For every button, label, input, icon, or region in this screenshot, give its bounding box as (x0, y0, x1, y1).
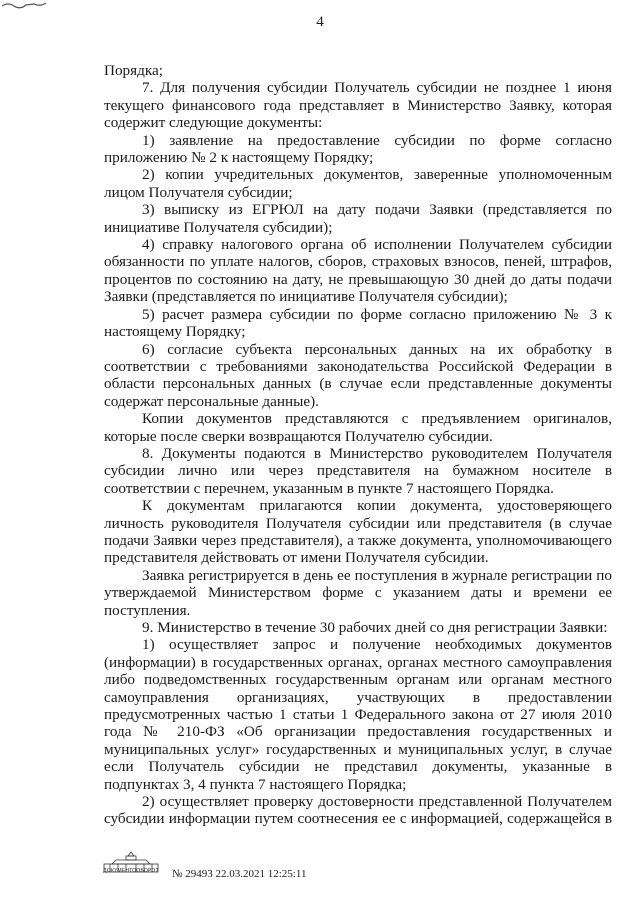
paragraph: Копии документов представляются с предъявлением оригиналов, которые после сверки возвращаются Получателю субсидии. (104, 410, 612, 445)
paragraph: 8. Документы подаются в Министерство руководителем Получателя субсидии лично или через представителя на бумажном носителе в соответствии с перечнем, указанным в пункте 7 настоящего Порядка. (104, 444, 612, 497)
logo-caption: ДОКУМЕНТООБОРОТ (103, 868, 159, 874)
paragraph: К документам прилагаются копии документа, удостоверяющего личность руководителя Получателя субсидии или представителя (в случае подачи Заявки через представителя), а также документа, уполномочивающего представителя действовать от имени Получателя субсидии. (104, 497, 612, 567)
paragraph: 2) осуществляет проверку достоверности представленной Получателем субсидии информации путем соотнесения ее с информацией, содержащейся в (104, 793, 612, 828)
paragraph: 5) расчет размера субсидии по форме согласно приложению № 3 к настоящему Порядку; (104, 305, 612, 341)
paragraph: 1) осуществляет запрос и получение необходимых документов (информации) в государственных органах, органах местного самоуправления либо подведомственных государственным органам или органам местного самоуправления организациях, участвующих в предоставлении предусмотренных частью 1 статьи 1 Федерального закона от 27 июля 2010 года № 210-ФЗ «Об организации предоставления государственных и муниципальных услуг» государственных и муниципальных услуг, в случае если Получатель субсидии не представил документы, указанные в подпунктах 3, 4 пункта 7 настоящего Порядка; (104, 636, 612, 793)
paragraph: 7. Для получения субсидии Получатель субсидии не позднее 1 июня текущего финансового года представляет в Министерство Заявку, которая содержит следующие документы: (104, 79, 612, 132)
paragraph: 2) копии учредительных документов, заверенные уполномоченным лицом Получателя субсидии; (104, 166, 612, 201)
paragraph: 4) справку налогового органа об исполнении Получателем субсидии обязанности по уплате налогов, сборов, страховых взносов, пеней, штрафов, процентов по состоянию на дату, не превышающую 30 дней до даты подачи Заявки (представляется по инициативе Получателя субсидии); (104, 236, 612, 306)
registration-stamp: № 29493 22.03.2021 12:25:11 (172, 868, 307, 880)
document-body (104, 62, 612, 828)
scan-artifact-mark (0, 0, 70, 10)
page-number: 4 (316, 14, 324, 30)
paragraph: Заявка регистрируется в день ее поступления в журнале регистрации по утверждаемой Министерством форме с указанием даты и времени ее поступления. (104, 566, 612, 619)
paragraph: Порядка; (104, 62, 163, 79)
paragraph: 6) согласие субъекта персональных данных на их обработку в соответствии с требованиями законодательства Российской Федерации в области персональных данных (в случае если представленные документы содержат персональные данные). (104, 340, 612, 410)
paragraph: 9. Министерство в течение 30 рабочих дней со дня регистрации Заявки: (142, 619, 608, 636)
paragraph: 1) заявление на предоставление субсидии по форме согласно приложению № 2 к настоящему Порядку; (104, 131, 612, 167)
paragraph: 3) выписку из ЕГРЮЛ на дату подачи Заявки (представляется по инициативе Получателя субсидии); (104, 201, 612, 236)
